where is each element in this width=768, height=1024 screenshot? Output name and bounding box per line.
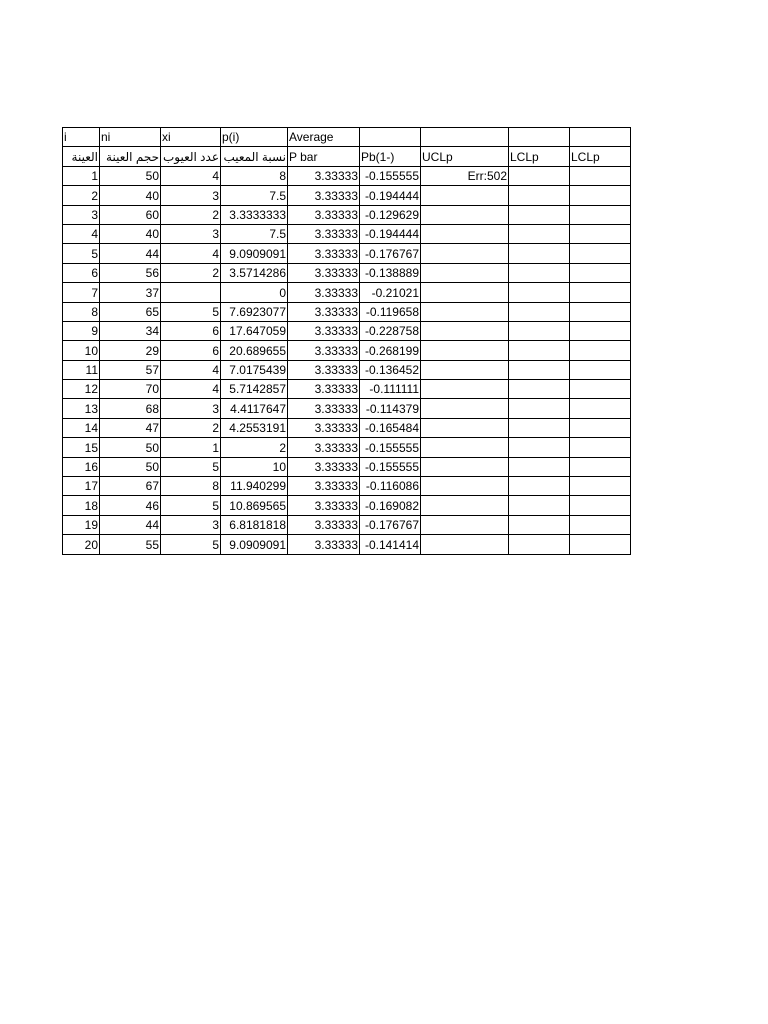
table-cell[interactable]: 6 — [161, 341, 221, 360]
table-cell[interactable]: 34 — [100, 321, 161, 340]
table-cell[interactable]: 55 — [100, 535, 161, 554]
table-cell[interactable] — [421, 205, 509, 224]
header-cell-lclp[interactable]: LCLp — [509, 147, 570, 166]
table-cell[interactable]: 8 — [221, 166, 288, 185]
table-cell[interactable]: 65 — [100, 302, 161, 321]
table-cell[interactable]: 9 — [63, 321, 100, 340]
table-cell[interactable]: 5 — [161, 496, 221, 515]
table-cell[interactable]: 9.0909091 — [221, 244, 288, 263]
table-cell[interactable]: -0.155555 — [360, 166, 421, 185]
table-cell[interactable]: 12 — [63, 380, 100, 399]
table-cell[interactable] — [570, 341, 631, 360]
table-cell[interactable]: 3 — [161, 186, 221, 205]
table-cell[interactable]: 4 — [161, 360, 221, 379]
table-row — [63, 263, 631, 282]
table-cell[interactable]: 5 — [161, 457, 221, 476]
table-cell[interactable] — [421, 360, 509, 379]
table-cell[interactable]: 19 — [63, 515, 100, 534]
table-cell[interactable] — [509, 515, 570, 534]
table-cell[interactable] — [509, 244, 570, 263]
table-cell[interactable] — [421, 418, 509, 437]
table-cell[interactable] — [421, 302, 509, 321]
table-cell[interactable]: 9.0909091 — [221, 535, 288, 554]
table-cell[interactable]: 4 — [161, 244, 221, 263]
header-cell[interactable]: p(i) — [221, 128, 288, 147]
table-cell[interactable] — [570, 477, 631, 496]
header-cell[interactable]: ni — [100, 128, 161, 147]
table-cell[interactable] — [570, 321, 631, 340]
table-cell[interactable] — [509, 186, 570, 205]
table-cell[interactable] — [570, 399, 631, 418]
table-cell[interactable]: -0.169082 — [360, 496, 421, 515]
table-cell[interactable]: 56 — [100, 263, 161, 282]
table-cell[interactable]: 2 — [63, 186, 100, 205]
table-cell[interactable] — [509, 418, 570, 437]
table-cell[interactable]: 7.0175439 — [221, 360, 288, 379]
header-cell-defects[interactable]: عدد العيوب — [161, 147, 221, 166]
header-cell[interactable] — [570, 128, 631, 147]
table-cell[interactable]: 5.7142857 — [221, 380, 288, 399]
table-cell[interactable] — [570, 244, 631, 263]
header-cell-p-bar[interactable]: P bar — [288, 147, 360, 166]
header-cell[interactable] — [360, 128, 421, 147]
table-cell[interactable] — [421, 186, 509, 205]
header-cell-pb[interactable]: Pb(1-) — [360, 147, 421, 166]
table-cell[interactable] — [509, 283, 570, 302]
header-cell-sample-size[interactable]: حجم العينة — [100, 147, 161, 166]
table-cell[interactable] — [421, 224, 509, 243]
table-cell[interactable]: 3 — [63, 205, 100, 224]
table-cell[interactable]: 7.5 — [221, 224, 288, 243]
table-cell[interactable] — [570, 457, 631, 476]
table-cell[interactable]: 46 — [100, 496, 161, 515]
table-cell[interactable]: 3.33333 — [288, 321, 360, 340]
table-cell[interactable]: 47 — [100, 418, 161, 437]
table-cell[interactable] — [421, 535, 509, 554]
table-cell[interactable]: 3.5714286 — [221, 263, 288, 282]
header-cell[interactable] — [509, 128, 570, 147]
table-cell[interactable]: 3.33333 — [288, 515, 360, 534]
table-row — [63, 477, 631, 496]
table-cell[interactable] — [570, 224, 631, 243]
table-cell[interactable]: 3.33333 — [288, 283, 360, 302]
table-cell[interactable]: -0.141414 — [360, 535, 421, 554]
table-cell[interactable] — [421, 380, 509, 399]
table-cell[interactable]: -0.268199 — [360, 341, 421, 360]
table-cell[interactable]: 7.6923077 — [221, 302, 288, 321]
table-cell[interactable] — [570, 380, 631, 399]
table-cell[interactable] — [570, 166, 631, 185]
table-cell[interactable]: 50 — [100, 166, 161, 185]
table-cell[interactable]: 20 — [63, 535, 100, 554]
table-cell[interactable]: 3.33333 — [288, 496, 360, 515]
table-cell[interactable]: 40 — [100, 186, 161, 205]
table-cell[interactable] — [570, 186, 631, 205]
table-cell[interactable]: 3.33333 — [288, 380, 360, 399]
table-body — [63, 128, 631, 555]
table-cell[interactable] — [509, 341, 570, 360]
table-row — [63, 457, 631, 476]
table-cell[interactable]: 16 — [63, 457, 100, 476]
table-cell[interactable]: -0.129629 — [360, 205, 421, 224]
table-cell[interactable]: -0.155555 — [360, 438, 421, 457]
table-cell[interactable] — [421, 457, 509, 476]
table-row — [63, 341, 631, 360]
table-cell[interactable]: 4.4117647 — [221, 399, 288, 418]
table-cell[interactable]: 11.940299 — [221, 477, 288, 496]
table-cell[interactable]: -0.138889 — [360, 263, 421, 282]
table-cell[interactable]: 17 — [63, 477, 100, 496]
table-cell[interactable]: 10 — [63, 341, 100, 360]
table-cell[interactable]: 50 — [100, 438, 161, 457]
table-row — [63, 205, 631, 224]
table-cell[interactable]: Err:502 — [421, 166, 509, 185]
table-cell[interactable]: 14 — [63, 418, 100, 437]
table-cell[interactable]: 3.33333 — [288, 263, 360, 282]
table-cell[interactable] — [570, 418, 631, 437]
table-row — [63, 321, 631, 340]
table-cell[interactable]: 7.5 — [221, 186, 288, 205]
header-cell-defect-ratio[interactable]: نسبة المعيب — [221, 147, 288, 166]
table-cell[interactable] — [570, 496, 631, 515]
table-cell[interactable]: 4 — [161, 380, 221, 399]
table-cell[interactable]: 3 — [161, 224, 221, 243]
table-cell[interactable]: 1 — [63, 166, 100, 185]
header-cell[interactable]: Average — [288, 128, 360, 147]
table-cell[interactable] — [421, 496, 509, 515]
table-row — [63, 283, 631, 302]
table-cell[interactable] — [421, 477, 509, 496]
table-cell[interactable] — [509, 302, 570, 321]
table-cell[interactable]: 1 — [161, 438, 221, 457]
table-cell[interactable]: 7 — [63, 283, 100, 302]
table-cell[interactable] — [509, 496, 570, 515]
table-cell[interactable] — [421, 399, 509, 418]
table-row — [63, 535, 631, 554]
table-cell[interactable]: 2 — [161, 418, 221, 437]
table-cell[interactable] — [421, 341, 509, 360]
table-cell[interactable]: 18 — [63, 496, 100, 515]
table-cell[interactable] — [509, 205, 570, 224]
table-row — [63, 360, 631, 379]
table-cell[interactable] — [570, 302, 631, 321]
table-cell[interactable]: 3 — [161, 399, 221, 418]
table-cell[interactable]: -0.176767 — [360, 515, 421, 534]
header-cell-lclp-2[interactable]: LCLp — [570, 147, 631, 166]
table-cell[interactable]: 3 — [161, 515, 221, 534]
table-row — [63, 418, 631, 437]
table-row — [63, 438, 631, 457]
header-cell-uclp[interactable]: UCLp — [421, 147, 509, 166]
table-cell[interactable]: 13 — [63, 399, 100, 418]
table-cell[interactable]: 60 — [100, 205, 161, 224]
table-cell[interactable]: -0.119658 — [360, 302, 421, 321]
table-cell[interactable] — [509, 457, 570, 476]
table-cell[interactable]: 3.33333 — [288, 399, 360, 418]
header-cell-sample[interactable]: العينة — [63, 147, 100, 166]
table-cell[interactable]: -0.165484 — [360, 418, 421, 437]
table-cell[interactable] — [509, 477, 570, 496]
table-cell[interactable]: 2 — [221, 438, 288, 457]
table-cell[interactable] — [509, 535, 570, 554]
table-cell[interactable] — [509, 438, 570, 457]
table-cell[interactable]: 3.33333 — [288, 205, 360, 224]
table-cell[interactable]: 44 — [100, 515, 161, 534]
table-cell[interactable]: 3.33333 — [288, 477, 360, 496]
table-cell[interactable]: 3.33333 — [288, 457, 360, 476]
table-cell[interactable] — [421, 263, 509, 282]
table-cell[interactable]: -0.194444 — [360, 224, 421, 243]
table-cell[interactable]: 50 — [100, 457, 161, 476]
table-cell[interactable]: 44 — [100, 244, 161, 263]
header-row-names — [63, 147, 631, 166]
table-cell[interactable]: 5 — [63, 244, 100, 263]
table-cell[interactable]: 3.33333 — [288, 244, 360, 263]
table-row — [63, 302, 631, 321]
table-cell[interactable]: 68 — [100, 399, 161, 418]
table-cell[interactable] — [570, 263, 631, 282]
table-cell[interactable]: 4.2553191 — [221, 418, 288, 437]
table-cell[interactable]: 3.3333333 — [221, 205, 288, 224]
spreadsheet-table — [62, 127, 631, 555]
table-row — [63, 515, 631, 534]
table-cell[interactable]: 8 — [63, 302, 100, 321]
table-cell[interactable]: 3.33333 — [288, 166, 360, 185]
table-cell[interactable]: 37 — [100, 283, 161, 302]
table-cell[interactable]: 40 — [100, 224, 161, 243]
table-cell[interactable]: 57 — [100, 360, 161, 379]
table-cell[interactable]: 20.689655 — [221, 341, 288, 360]
table-cell[interactable]: 11 — [63, 360, 100, 379]
table-cell[interactable]: 2 — [161, 205, 221, 224]
table-cell[interactable]: 5 — [161, 302, 221, 321]
table-cell[interactable]: -0.176767 — [360, 244, 421, 263]
header-row-symbols — [63, 128, 631, 147]
table-cell[interactable]: -0.116086 — [360, 477, 421, 496]
table-row — [63, 496, 631, 515]
table-cell[interactable]: 3.33333 — [288, 535, 360, 554]
table-cell[interactable]: -0.114379 — [360, 399, 421, 418]
table-cell[interactable] — [421, 321, 509, 340]
table-cell[interactable]: 6 — [63, 263, 100, 282]
table-cell[interactable]: -0.194444 — [360, 186, 421, 205]
header-cell[interactable]: xi — [161, 128, 221, 147]
table-cell[interactable]: -0.155555 — [360, 457, 421, 476]
table-cell[interactable] — [570, 535, 631, 554]
table-cell[interactable]: -0.111111 — [360, 380, 421, 399]
table-cell[interactable] — [509, 399, 570, 418]
table-cell[interactable]: 10 — [221, 457, 288, 476]
table-cell[interactable] — [509, 360, 570, 379]
table-cell[interactable] — [421, 515, 509, 534]
table-cell[interactable]: 67 — [100, 477, 161, 496]
table-row — [63, 166, 631, 185]
table-cell[interactable]: 3.33333 — [288, 302, 360, 321]
table-cell[interactable]: 5 — [161, 535, 221, 554]
table-cell[interactable]: 29 — [100, 341, 161, 360]
table-cell[interactable]: 2 — [161, 263, 221, 282]
table-cell[interactable]: 0 — [221, 283, 288, 302]
table-cell[interactable] — [509, 263, 570, 282]
table-row — [63, 244, 631, 263]
table-cell[interactable]: 15 — [63, 438, 100, 457]
table-row — [63, 399, 631, 418]
table-cell[interactable] — [509, 380, 570, 399]
header-cell[interactable] — [421, 128, 509, 147]
table-cell[interactable] — [161, 283, 221, 302]
table-row — [63, 224, 631, 243]
table-cell[interactable]: 6.8181818 — [221, 515, 288, 534]
table-cell[interactable]: -0.136452 — [360, 360, 421, 379]
table-cell[interactable] — [570, 438, 631, 457]
header-cell[interactable]: i — [63, 128, 100, 147]
table-cell[interactable] — [421, 244, 509, 263]
table-row — [63, 380, 631, 399]
table-cell[interactable]: 8 — [161, 477, 221, 496]
table-cell[interactable]: 3.33333 — [288, 360, 360, 379]
table-cell[interactable]: 70 — [100, 380, 161, 399]
table-cell[interactable]: 17.647059 — [221, 321, 288, 340]
table-cell[interactable] — [570, 360, 631, 379]
table-cell[interactable] — [509, 166, 570, 185]
table-row — [63, 186, 631, 205]
table-cell[interactable]: 3.33333 — [288, 438, 360, 457]
table-cell[interactable]: 10.869565 — [221, 496, 288, 515]
table-cell[interactable]: 4 — [63, 224, 100, 243]
table-cell[interactable] — [570, 283, 631, 302]
table-cell[interactable]: -0.228758 — [360, 321, 421, 340]
table-cell[interactable] — [421, 438, 509, 457]
table-cell[interactable]: 3.33333 — [288, 341, 360, 360]
table-cell[interactable]: 3.33333 — [288, 186, 360, 205]
table-cell[interactable] — [570, 515, 631, 534]
table-cell[interactable]: 3.33333 — [288, 224, 360, 243]
table-cell[interactable]: 6 — [161, 321, 221, 340]
table-cell[interactable]: 4 — [161, 166, 221, 185]
table-cell[interactable] — [421, 283, 509, 302]
table-cell[interactable] — [570, 205, 631, 224]
table-cell[interactable] — [509, 224, 570, 243]
table-cell[interactable]: -0.21021 — [360, 283, 421, 302]
table-cell[interactable]: 3.33333 — [288, 418, 360, 437]
table-cell[interactable] — [509, 321, 570, 340]
